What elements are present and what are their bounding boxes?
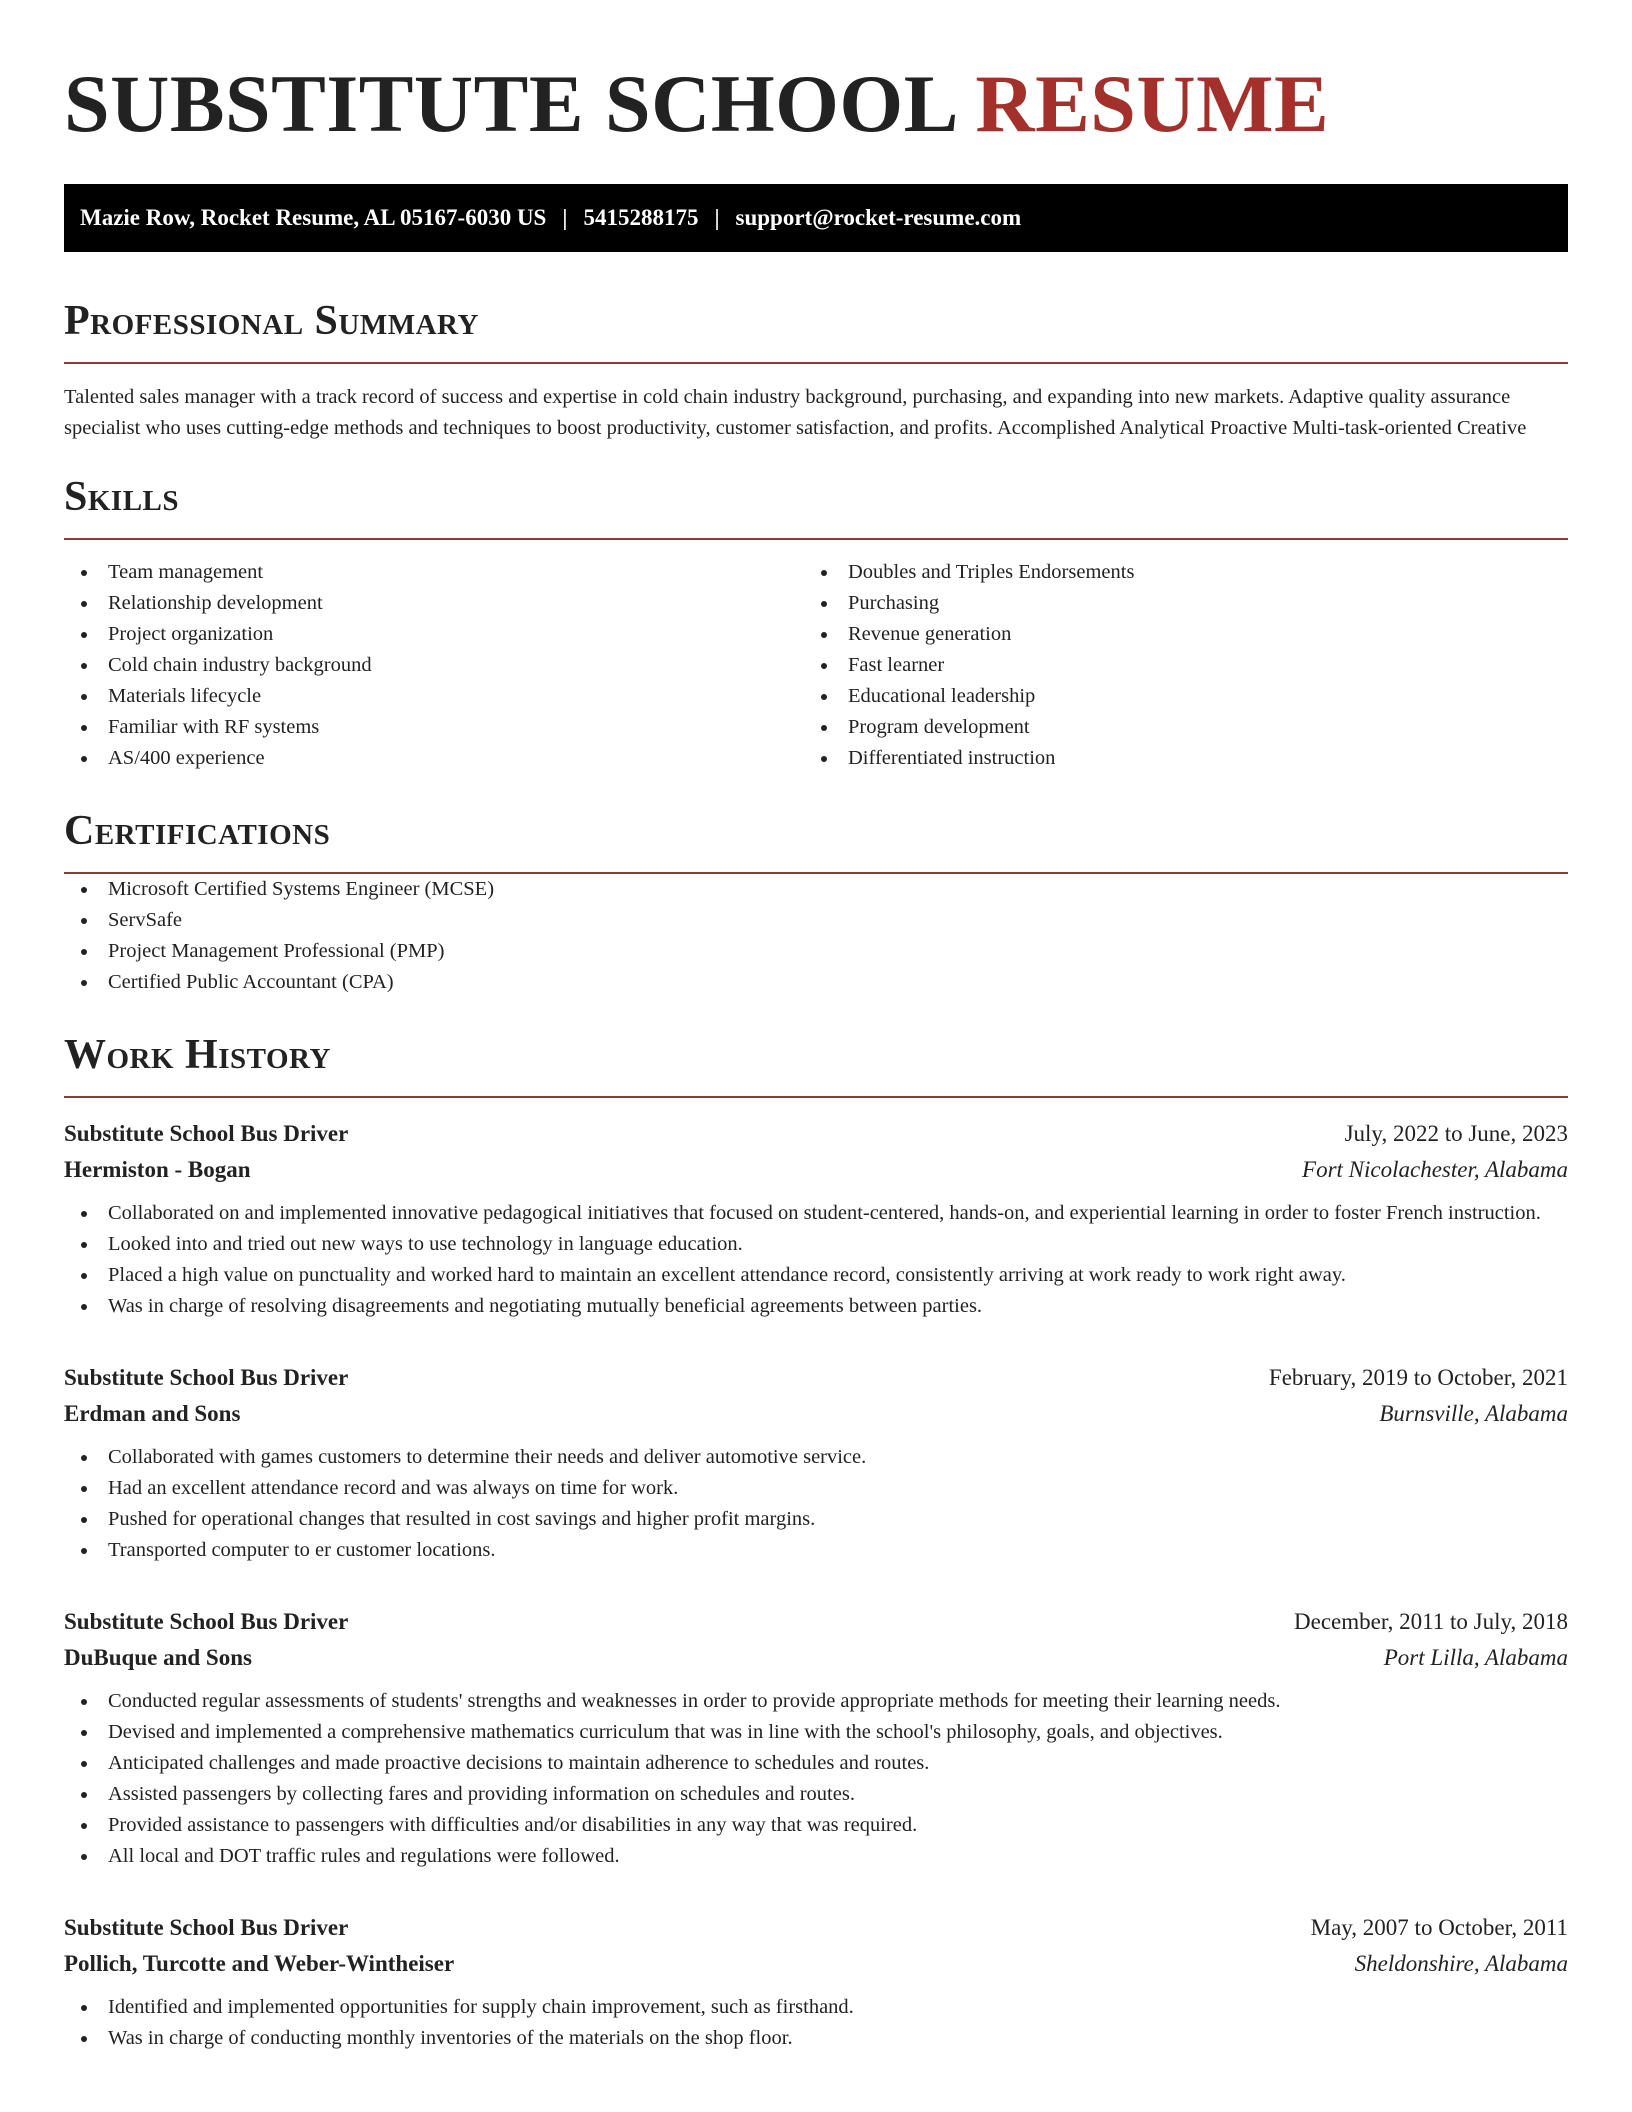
skill-item: Program development [804, 712, 1544, 743]
job-dates: July, 2022 to June, 2023 [1344, 1121, 1568, 1146]
resume-title-main: SUBSTITUTE SCHOOL [64, 58, 955, 149]
skill-item: Familiar with RF systems [64, 712, 804, 743]
job-entry [64, 1604, 1568, 1872]
job-subheader-row [64, 1640, 1568, 1676]
contact-bar [64, 184, 1568, 252]
contact-address: Mazie Row, Rocket Resume, AL 05167-6030 US [80, 205, 547, 230]
job-title: Substitute School Bus Driver [64, 1609, 349, 1634]
job-duty: Was in charge of resolving disagreements and negotiating mutually beneficial agreements between parties. [64, 1291, 1568, 1322]
job-duties-list [64, 1686, 1568, 1872]
job-header-row [64, 1604, 1568, 1640]
contact-phone: 5415288175 [583, 205, 699, 230]
contact-separator: | [714, 205, 720, 230]
job-duties-list [64, 1992, 1568, 2054]
skill-item: Fast learner [804, 650, 1544, 681]
job-company: Pollich, Turcotte and Weber-Wintheiser [64, 1951, 455, 1976]
job-duty: Pushed for operational changes that resulted in cost savings and higher profit margins. [64, 1504, 1568, 1535]
skills-grid [64, 557, 1568, 774]
skill-item: Differentiated instruction [804, 743, 1544, 774]
section-divider [64, 1096, 1568, 1098]
job-entry [64, 1116, 1568, 1322]
job-duty: Provided assistance to passengers with difficulties and/or disabilities in any way that was required. [64, 1810, 1568, 1841]
job-subheader-row [64, 1396, 1568, 1432]
job-title: Substitute School Bus Driver [64, 1915, 349, 1940]
job-header-row [64, 1360, 1568, 1396]
section-divider [64, 362, 1568, 364]
job-duty: Looked into and tried out new ways to use technology in language education. [64, 1229, 1568, 1260]
certifications-heading: Certifications [64, 808, 331, 854]
skills-heading: Skills [64, 474, 180, 520]
contact-separator: | [562, 205, 568, 230]
skill-item: Project organization [64, 619, 804, 650]
job-duty: Had an excellent attendance record and was always on time for work. [64, 1473, 1568, 1504]
job-dates: May, 2007 to October, 2011 [1310, 1915, 1568, 1940]
job-subheader-row [64, 1152, 1568, 1188]
section-divider [64, 538, 1568, 540]
job-duty: Assisted passengers by collecting fares and providing information on schedules and routes. [64, 1779, 1568, 1810]
job-duty: Identified and implemented opportunities for supply chain improvement, such as firsthand. [64, 1992, 1568, 2023]
skills-list-right [804, 557, 1544, 774]
skill-item: Relationship development [64, 588, 804, 619]
job-entry [64, 1360, 1568, 1566]
skill-item: Purchasing [804, 588, 1544, 619]
skill-item: Materials lifecycle [64, 681, 804, 712]
job-company: Hermiston - Bogan [64, 1157, 251, 1182]
job-duty: Placed a high value on punctuality and worked hard to maintain an excellent attendance record, consistently arriving at work ready to work right away. [64, 1260, 1568, 1291]
resume-title [64, 0, 1568, 150]
certification-item: Certified Public Accountant (CPA) [64, 967, 1568, 998]
job-company: Erdman and Sons [64, 1401, 241, 1426]
job-entry [64, 1910, 1568, 2054]
job-duty: Devised and implemented a comprehensive mathematics curriculum that was in line with the school's philosophy, goals, and objectives. [64, 1717, 1568, 1748]
summary-text: Talented sales manager with a track record of success and expertise in cold chain industry background, purchasing, and expanding into new markets. Adaptive quality assurance specialist who uses cutting-edge methods and techniques to boost productivity, customer satisfaction, and profits. Accomplished Analytical Proactive Multi-task-oriented Creative [64, 386, 1527, 439]
certification-item: Microsoft Certified Systems Engineer (MCSE) [64, 874, 1568, 905]
job-dates: December, 2011 to July, 2018 [1294, 1609, 1568, 1634]
contact-email[interactable]: support@rocket-resume.com [735, 205, 1022, 230]
job-duty: Was in charge of conducting monthly inventories of the materials on the shop floor. [64, 2023, 1568, 2054]
work-history-heading: Work History [64, 1032, 331, 1078]
skill-item: Educational leadership [804, 681, 1544, 712]
job-duties-list [64, 1198, 1568, 1322]
summary-heading: Professional Summary [64, 298, 479, 344]
job-duty: Conducted regular assessments of students' strengths and weaknesses in order to provide appropriate methods for meeting their learning needs. [64, 1686, 1568, 1717]
job-company: DuBuque and Sons [64, 1645, 252, 1670]
skill-item: Doubles and Triples Endorsements [804, 557, 1544, 588]
job-title: Substitute School Bus Driver [64, 1365, 349, 1390]
job-location: Burnsville, Alabama [1379, 1401, 1568, 1426]
job-location: Fort Nicolachester, Alabama [1302, 1157, 1568, 1182]
job-duty: Collaborated on and implemented innovative pedagogical initiatives that focused on student-centered, hands-on, and experiential learning in order to foster French instruction. [64, 1198, 1568, 1229]
resume-title-accent: RESUME [975, 58, 1330, 149]
job-duty: Anticipated challenges and made proactive decisions to maintain adherence to schedules and routes. [64, 1748, 1568, 1779]
skill-item: Team management [64, 557, 804, 588]
certifications-list [64, 874, 1568, 998]
skill-item: Cold chain industry background [64, 650, 804, 681]
skill-item: Revenue generation [804, 619, 1544, 650]
job-location: Port Lilla, Alabama [1383, 1645, 1568, 1670]
skills-list-left [64, 557, 804, 774]
certification-item: Project Management Professional (PMP) [64, 936, 1568, 967]
certification-item: ServSafe [64, 905, 1568, 936]
skills-column-left [64, 557, 804, 774]
job-location: Sheldonshire, Alabama [1354, 1951, 1568, 1976]
job-dates: February, 2019 to October, 2021 [1268, 1365, 1568, 1390]
job-subheader-row [64, 1946, 1568, 1982]
skills-column-right [804, 557, 1544, 774]
job-duty: Transported computer to er customer locations. [64, 1535, 1568, 1566]
skill-item: AS/400 experience [64, 743, 804, 774]
job-duty: All local and DOT traffic rules and regulations were followed. [64, 1841, 1568, 1872]
job-duty: Collaborated with games customers to determine their needs and deliver automotive service. [64, 1442, 1568, 1473]
job-header-row [64, 1910, 1568, 1946]
job-header-row [64, 1116, 1568, 1152]
job-duties-list [64, 1442, 1568, 1566]
job-title: Substitute School Bus Driver [64, 1121, 349, 1146]
